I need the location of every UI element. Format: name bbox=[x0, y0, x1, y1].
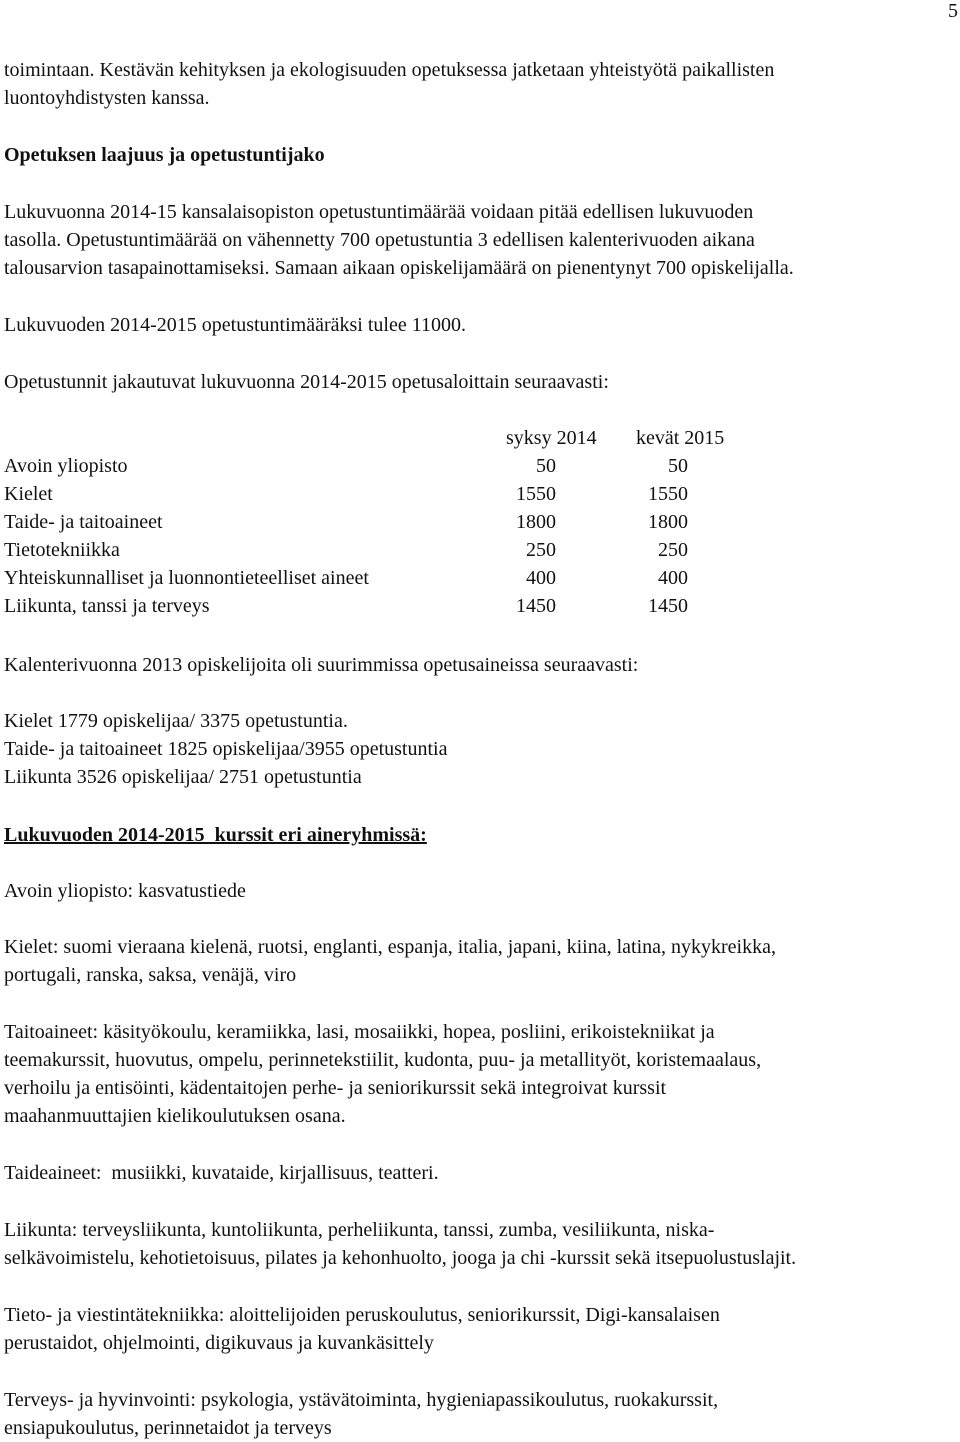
intro-line: toimintaan. Kestävän kehityksen ja ekologisuuden opetuksessa jatketaan yhteistyötä paikallisten bbox=[4, 59, 775, 81]
column-header-syksy: syksy 2014 bbox=[506, 427, 597, 449]
row-label: Yhteiskunnalliset ja luonnontieteelliset aineet bbox=[4, 567, 369, 589]
table-row bbox=[4, 508, 764, 536]
student-stat-line: Taide- ja taitoaineet 1825 opiskelijaa/3955 opetustuntia bbox=[4, 738, 448, 760]
section-heading-underlined: Lukuvuoden 2014-2015 kurssit eri aineryhmissä: bbox=[4, 824, 427, 846]
course-group-avoin: Avoin yliopisto: kasvatustiede bbox=[4, 880, 246, 902]
table-row bbox=[4, 480, 764, 508]
student-stat-line: Kielet 1779 opiskelijaa/ 3375 opetustuntia. bbox=[4, 710, 348, 732]
course-group-liikunta: selkävoimistelu, kehotietoisuus, pilates ja kehonhuolto, jooga ja chi -kurssit sekä itsepuolustuslajit. bbox=[4, 1247, 797, 1269]
table-row bbox=[4, 564, 764, 592]
paragraph-line: talousarvion tasapainottamiseksi. Samaan aikaan opiskelijamäärä on pienentynyt 700 opiskelijalla. bbox=[4, 257, 794, 279]
cell-syksy: 400 bbox=[526, 567, 556, 589]
intro-line: luontoyhdistysten kanssa. bbox=[4, 87, 210, 109]
cell-kevat: 250 bbox=[658, 539, 688, 561]
cell-syksy: 250 bbox=[526, 539, 556, 561]
course-group-taito: teemakurssit, huovutus, ompelu, perinnetekstiilit, kudonta, puu- ja metallityöt, koristemaalaus, bbox=[4, 1049, 762, 1071]
table-row bbox=[4, 452, 764, 480]
course-group-terveys: ensiapukoulutus, perinnetaidot ja terveys bbox=[4, 1417, 332, 1439]
paragraph-line: Lukuvuoden 2014-2015 opetustuntimääräksi tulee 11000. bbox=[4, 314, 466, 336]
table-row bbox=[4, 536, 764, 564]
paragraph-line: Lukuvuonna 2014-15 kansalaisopiston opetustuntimäärää voidaan pitää edellisen lukuvuoden bbox=[4, 201, 754, 223]
cell-kevat: 400 bbox=[658, 567, 688, 589]
course-group-taito: maahanmuuttajien kielikoulutuksen osana. bbox=[4, 1105, 346, 1127]
course-group-tieto: Tieto- ja viestintätekniikka: aloittelijoiden peruskoulutus, seniorikurssit, Digi-kansalaisen bbox=[4, 1304, 720, 1326]
course-group-taide: Taideaineet: musiikki, kuvataide, kirjallisuus, teatteri. bbox=[4, 1162, 439, 1184]
row-label: Avoin yliopisto bbox=[4, 455, 128, 477]
cell-syksy: 50 bbox=[536, 455, 556, 477]
row-label: Liikunta, tanssi ja terveys bbox=[4, 595, 210, 617]
course-group-terveys: Terveys- ja hyvinvointi: psykologia, ystävätoiminta, hygieniapassikoulutus, ruokakurssit, bbox=[4, 1389, 719, 1411]
row-label: Tietotekniikka bbox=[4, 539, 120, 561]
course-group-liikunta: Liikunta: terveysliikunta, kuntoliikunta, perheliikunta, tanssi, zumba, vesiliikunta, niska- bbox=[4, 1219, 715, 1241]
course-group-taito: Taitoaineet: käsityökoulu, keramiikka, lasi, mosaiikki, hopea, posliini, erikoistekniikat ja bbox=[4, 1021, 715, 1043]
paragraph-line: Kalenterivuonna 2013 opiskelijoita oli suurimmissa opetusaineissa seuraavasti: bbox=[4, 654, 639, 676]
course-group-taito: verhoilu ja entisöinti, kädentaitojen perhe- ja seniorikurssit sekä integroivat kurssit bbox=[4, 1077, 667, 1099]
cell-kevat: 50 bbox=[668, 455, 688, 477]
table-header bbox=[4, 424, 764, 452]
course-group-kielet: portugali, ranska, saksa, venäjä, viro bbox=[4, 964, 297, 986]
page-number: 5 bbox=[948, 0, 958, 22]
cell-syksy: 1550 bbox=[516, 483, 556, 505]
course-group-tieto: perustaidot, ohjelmointi, digikuvaus ja kuvankäsittely bbox=[4, 1332, 434, 1354]
paragraph-line: Opetustunnit jakautuvat lukuvuonna 2014-2015 opetusaloittain seuraavasti: bbox=[4, 371, 609, 393]
cell-syksy: 1450 bbox=[516, 595, 556, 617]
row-label: Kielet bbox=[4, 483, 53, 505]
cell-kevat: 1450 bbox=[648, 595, 688, 617]
row-label: Taide- ja taitoaineet bbox=[4, 511, 163, 533]
course-group-kielet: Kielet: suomi vieraana kielenä, ruotsi, englanti, espanja, italia, japani, kiina, latina, nykykreikka, bbox=[4, 936, 776, 958]
paragraph-line: tasolla. Opetustuntimäärää on vähennetty 700 opetustuntia 3 edellisen kalenterivuoden aikana bbox=[4, 229, 755, 251]
section-heading: Opetuksen laajuus ja opetustuntijako bbox=[4, 144, 325, 166]
column-header-kevat: kevät 2015 bbox=[636, 427, 725, 449]
cell-kevat: 1800 bbox=[648, 511, 688, 533]
cell-kevat: 1550 bbox=[648, 483, 688, 505]
table-row bbox=[4, 592, 764, 620]
student-stat-line: Liikunta 3526 opiskelijaa/ 2751 opetustuntia bbox=[4, 766, 362, 788]
cell-syksy: 1800 bbox=[516, 511, 556, 533]
